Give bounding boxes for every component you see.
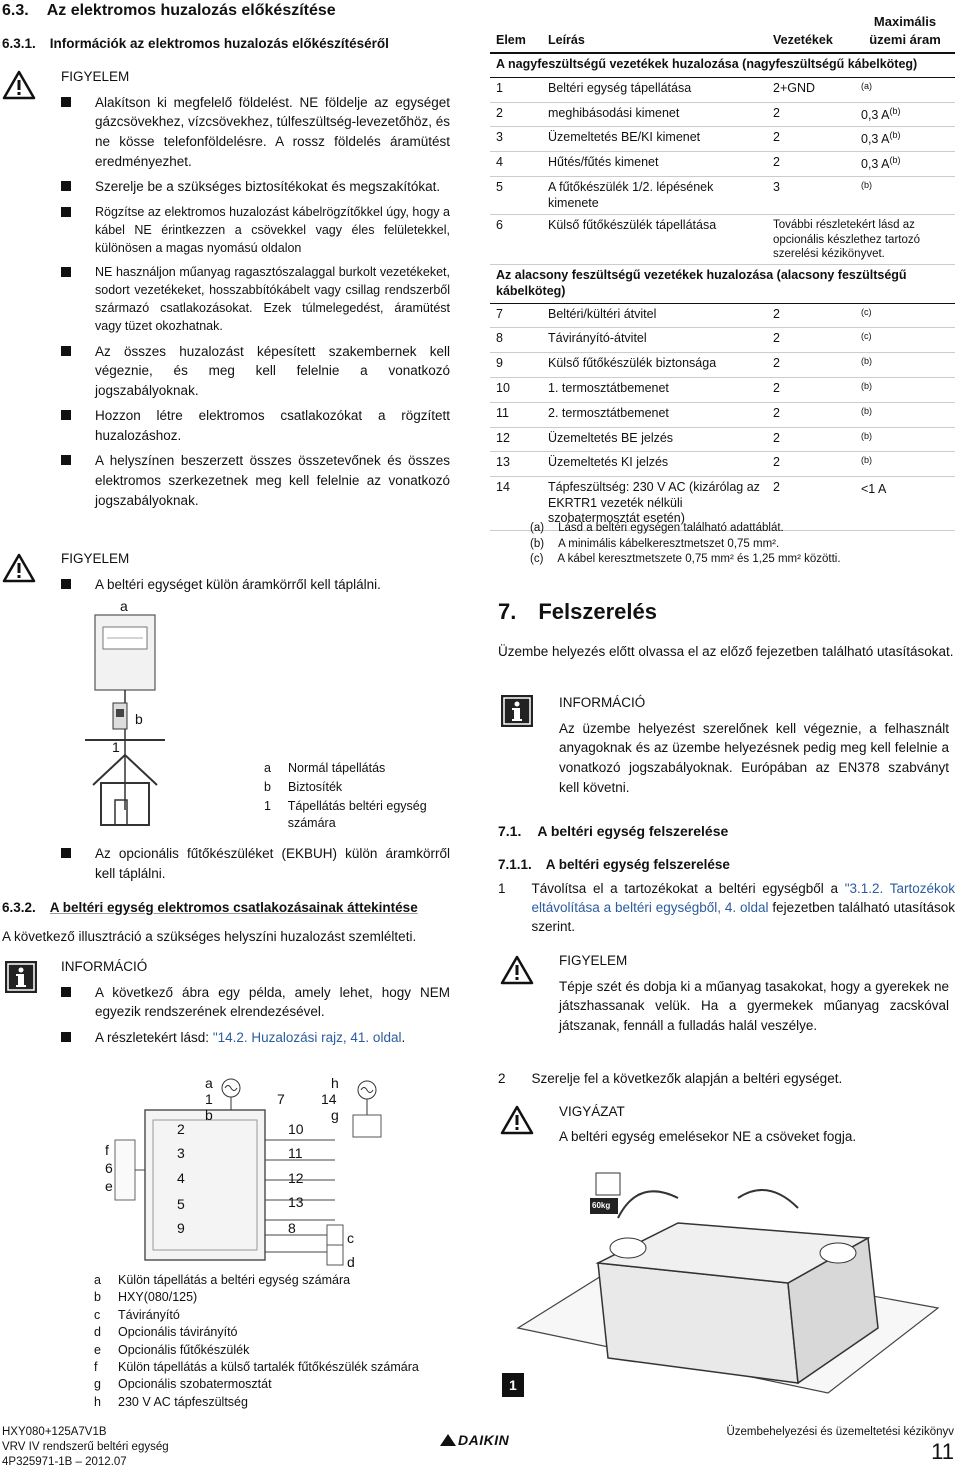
cell-elem: 6 (490, 215, 542, 265)
note-list (61, 844, 450, 883)
cell-max-current (855, 102, 955, 127)
figure-label: a (205, 1075, 213, 1091)
legend-key: g (94, 1377, 101, 1392)
figure-label: 7 (277, 1091, 285, 1107)
legend-text: Opcionális fűtőkészülék (118, 1342, 250, 1357)
cell-max-current (855, 377, 955, 402)
footnote-ref: (c) (861, 306, 872, 317)
legend-row (94, 1307, 454, 1324)
subsection-number: 7.1.1. (498, 857, 532, 872)
list-item: Hozzon létre elektromos csatlakozókat a rögzített huzalozáshoz. (61, 406, 450, 445)
table-row (490, 152, 955, 177)
cell-elem: 5 (490, 177, 542, 215)
cell-desc: Üzemeltetés KI jelzés (542, 452, 767, 477)
legend-key: h (94, 1394, 101, 1409)
chapter-number: 7. (498, 599, 517, 624)
page-number: 11 (931, 1438, 954, 1464)
cell-max-current (855, 127, 955, 152)
legend-text: Opcionális távirányító (118, 1325, 238, 1340)
cell-max-current (855, 77, 955, 102)
cell-wires: 2 (767, 328, 855, 353)
legend-key: 1 (264, 798, 271, 813)
cell-elem: 7 (490, 303, 542, 328)
section-cell: Az alacsony feszültségű vezetékek huzalozása (alacsony feszültségű kábelköteg) (490, 265, 955, 303)
step-prefix: Távolítsa el a tartozékokat a beltéri egységből a (531, 881, 845, 896)
footnote-text: Lásd a beltéri egységen található adattáblát. (558, 522, 784, 534)
table-header-row (490, 10, 955, 53)
chapter-heading (498, 597, 657, 628)
footnote-key: (c) (530, 553, 544, 566)
subsection-number: 6.3.2. (2, 900, 36, 915)
cell-max-current (855, 427, 955, 452)
figure-label: 1 (205, 1091, 213, 1107)
figure-label: 12 (288, 1170, 304, 1186)
warning-text: Tépje szét és dobja ki a műanyag tasakokat, hogy a gyerekek ne játszhassanak velük. Ha a gyermekek műanyag zacskóval játszanak, fennáll a fulladás halál veszélye. (559, 978, 949, 1034)
brand-name: DAIKIN (458, 1432, 510, 1448)
legend-text: Külön tápellátás a beltéri egység számára (118, 1273, 351, 1287)
warning-triangle-icon (500, 955, 534, 985)
footer-series: VRV IV rendszerű beltéri egység (2, 1440, 169, 1453)
cell-wires: 2 (767, 303, 855, 328)
warning-block-2 (61, 550, 450, 600)
footnote-key: (a) (530, 522, 545, 534)
cell-elem: 1 (490, 77, 542, 102)
cell-elem: 11 (490, 402, 542, 427)
chapter-intro: Üzembe helyezés előtt olvassa el az előző fejezetben található utasításokat. (498, 644, 954, 659)
table-body (490, 53, 955, 530)
max-current-value: <1 A (861, 482, 887, 497)
section-heading (2, 0, 336, 22)
reference-suffix: . (401, 1030, 406, 1046)
cell-elem: 3 (490, 127, 542, 152)
cell-desc: Külső fűtőkészülék tápellátása (542, 215, 767, 265)
info-title: INFORMÁCIÓ (61, 959, 148, 974)
figure-label: b (205, 1107, 213, 1123)
column-header-max-current: Maximális üzemi áram (855, 10, 955, 53)
legend-key: c (94, 1307, 101, 1322)
cell-elem: 2 (490, 102, 542, 127)
table-row (490, 215, 955, 265)
legend-key: e (94, 1342, 101, 1357)
legend-row (264, 779, 454, 796)
cell-wires: 2 (767, 402, 855, 427)
table-footnotes (530, 521, 950, 568)
figure-label: h (331, 1075, 339, 1091)
legend-row (264, 798, 454, 832)
cell-wires-note: További részletekért lásd az opcionális készlethez tartozó szerelési kézikönyvet. (767, 215, 955, 265)
chapter-title: Felszerelés (538, 599, 657, 624)
table-row (490, 177, 955, 215)
list-item: Alakítson ki megfelelő földelést. NE földelje az egységet gázcsövekhez, vízcsövekhez, túlfeszültség-levezetőhöz, és ne kösse telefonföldelésre. A rossz földelés áramütést eredményezhet. (61, 93, 450, 171)
subsection-title: A beltéri egység elektromos csatlakozásainak áttekintése (49, 900, 418, 915)
lifting-figure (498, 1158, 953, 1403)
info-icon (500, 694, 534, 728)
wiring-diagram-link[interactable]: "14.2. Huzalozási rajz, 41. oldal (212, 1030, 402, 1046)
max-current-value: 0,3 A (861, 132, 890, 147)
cell-desc: 2. termosztátbemenet (542, 402, 767, 427)
cell-desc: Hűtés/fűtés kimenet (542, 152, 767, 177)
daikin-logo (440, 1431, 509, 1449)
cell-desc: Távirányító-átvitel (542, 328, 767, 353)
section-number: 7.1. (498, 823, 522, 839)
cell-desc: 1. termosztátbemenet (542, 377, 767, 402)
figure-label: 13 (288, 1194, 304, 1210)
legend-text: Normál tápellátás (288, 761, 386, 775)
figure-label: f (105, 1142, 109, 1158)
legend-row (94, 1289, 454, 1306)
figure-label: 8 (288, 1220, 296, 1236)
column-header-elem: Elem (490, 10, 542, 53)
legend-key: f (94, 1359, 98, 1374)
figure-label: g (331, 1107, 339, 1123)
footer-left (2, 1425, 169, 1467)
info-icon (4, 960, 38, 994)
cell-wires: 2 (767, 353, 855, 378)
info-block (61, 958, 450, 1054)
warning-triangle-icon (2, 553, 36, 583)
figure-label: 10 (288, 1121, 304, 1137)
caution-block (559, 1103, 949, 1147)
section-title: A beltéri egység felszerelése (537, 823, 729, 839)
warning-list (61, 93, 450, 510)
cell-desc: A fűtőkészülék 1/2. lépésének kimenete (542, 177, 767, 215)
list-item: Rögzítse az elektromos huzalozást kábelrögzítőkkel úgy, hogy a kábel NE érintkezzen a csövekkel vagy éles felületekkel, különösen a magas nyomású oldalon (61, 203, 450, 257)
footnote-ref: (b) (889, 155, 901, 166)
figure-label-1: 1 (112, 739, 120, 755)
wiring-spec-table (490, 10, 955, 531)
power-supply-illustration (85, 595, 285, 835)
table-row (490, 427, 955, 452)
legend-row (94, 1324, 454, 1341)
legend-key: b (94, 1290, 101, 1305)
table-section-row (490, 265, 955, 303)
cell-max-current (855, 152, 955, 177)
subsection-title: Információk az elektromos huzalozás előkészítéséről (49, 36, 389, 51)
cell-wires: 3 (767, 177, 855, 215)
cell-elem: 9 (490, 353, 542, 378)
cell-max-current (855, 353, 955, 378)
wiring-figure-legend (94, 1272, 454, 1411)
cell-elem: 10 (490, 377, 542, 402)
cell-desc: Külső fűtőkészülék biztonsága (542, 353, 767, 378)
footnote-ref: (b) (861, 405, 872, 416)
footnote-text: A minimális kábelkeresztmetszet 0,75 mm². (558, 537, 780, 550)
warning-title: FIGYELEM (61, 69, 130, 84)
wiring-overview-illustration (85, 1070, 435, 1270)
table-row (490, 353, 955, 378)
figure-label: 11 (288, 1145, 303, 1161)
legend-row (94, 1376, 454, 1393)
optional-heater-note (61, 844, 450, 889)
legend-text: Tápellátás beltéri egység számára (287, 798, 427, 830)
cell-elem: 13 (490, 452, 542, 477)
cell-max-current (855, 177, 955, 215)
info-list (61, 983, 450, 1048)
list-item: NE használjon műanyag ragasztószalaggal burkolt vezetékeket, sodort vezetékeket, hosszabbítókábelt vagy csillag rendszerből származó csatlakozásokat. Ezek túlmelegedést, áramütést vagy tüzet okozhatnak. (61, 263, 450, 336)
cell-wires: 2 (767, 102, 855, 127)
warning-triangle-icon (2, 70, 36, 100)
step-text: Szerelje fel a következők alapján a beltéri egységet. (531, 1071, 843, 1086)
intro-text: A következő illusztráció a szükséges helyszíni huzalozást szemlélteti. (2, 929, 417, 944)
step-text (532, 880, 955, 937)
legend-row (94, 1342, 454, 1359)
section-number: 6.3. (2, 2, 29, 19)
legend-text: Biztosíték (288, 779, 343, 794)
legend-row (94, 1272, 454, 1289)
step-number: 2 (498, 1071, 506, 1086)
subsection-number: 6.3.1. (2, 36, 36, 51)
list-item (61, 1028, 450, 1048)
cell-wires: 2 (767, 377, 855, 402)
wiring-overview-figure (85, 1070, 435, 1270)
cell-max-current (855, 328, 955, 353)
legend-text: 230 V AC tápfeszültség (118, 1394, 248, 1409)
figure-label: 5 (177, 1196, 185, 1212)
legend-row (94, 1359, 454, 1376)
info-text: Az üzembe helyezést szerelőnek kell végeznie, a felhasznált anyagoknak és az üzembe helyezésnek pedig meg kell felelnie a vonatkozó jogszabályoknak. Európában az EN378 szabványt kell követni. (559, 720, 949, 795)
footnote-ref: (b) (861, 356, 872, 367)
figure-label: d (347, 1254, 355, 1270)
warning-title: FIGYELEM (61, 551, 130, 566)
cell-desc: Üzemeltetés BE jelzés (542, 427, 767, 452)
max-current-value: 0,3 A (861, 107, 890, 122)
step-2 (498, 1070, 955, 1089)
footer-code: 4P325971-1B – 2012.07 (2, 1455, 127, 1467)
table-row (490, 303, 955, 328)
reference-prefix: A részletekért lásd: (95, 1030, 213, 1046)
footnote-ref: (b) (861, 380, 872, 391)
subsection-heading (2, 35, 389, 54)
subsection-heading-2 (2, 899, 462, 918)
legend-text: Távirányító (118, 1307, 180, 1322)
cell-max-current (855, 452, 955, 477)
footnote-ref: (b) (861, 455, 872, 466)
legend-text: Opcionális szobatermosztát (118, 1377, 272, 1392)
figure-label: 3 (177, 1145, 185, 1161)
footnote (530, 537, 950, 553)
legend-row (264, 760, 454, 777)
cell-wires: 2 (767, 452, 855, 477)
cell-wires: 2 (767, 427, 855, 452)
table-row (490, 77, 955, 102)
cell-elem: 4 (490, 152, 542, 177)
footnote (530, 521, 950, 537)
table-row (490, 102, 955, 127)
warning-title: FIGYELEM (559, 953, 628, 968)
figure-label-1: 1 (509, 1377, 517, 1393)
cell-wires: 2+GND (767, 77, 855, 102)
figure-label-b: b (135, 711, 143, 727)
cell-wires: 2 (767, 152, 855, 177)
cell-elem: 12 (490, 427, 542, 452)
list-item: A következő ábra egy példa, amely lehet, hogy NEM egyezik rendszerének elrendezésével. (61, 983, 450, 1022)
table-row (490, 328, 955, 353)
cell-wires: 2 (767, 477, 855, 531)
figure-label-a: a (120, 598, 128, 614)
cell-elem: 8 (490, 328, 542, 353)
caution-triangle-icon (500, 1105, 534, 1135)
cell-desc: meghibásodási kimenet (542, 102, 767, 127)
cell-desc: Üzemeltetés BE/KI kimenet (542, 127, 767, 152)
cell-max-current (855, 303, 955, 328)
footnote-ref: (b) (889, 105, 901, 116)
footer-right (726, 1425, 954, 1464)
footer-manual-title: Üzembehelyezési és üzemeltetési kézikönyv (726, 1426, 954, 1438)
legend-key: b (264, 779, 271, 794)
footnote-ref: (a) (861, 80, 872, 91)
power-supply-figure (85, 595, 285, 835)
max-current-value: 0,3 A (861, 157, 890, 172)
footnote-ref: (b) (861, 180, 872, 190)
figure-label: 9 (177, 1220, 185, 1236)
legend-key: a (264, 761, 271, 775)
figure-label: 2 (177, 1121, 185, 1137)
footnote-text: A kábel keresztmetszete 0,75 mm² és 1,25 mm² közötti. (557, 553, 841, 566)
footnote-ref: (b) (889, 130, 901, 141)
section-cell: A nagyfeszültségű vezetékek huzalozása (nagyfeszültségű kábelköteg) (490, 53, 955, 77)
cell-desc: Beltéri/kültéri átvitel (542, 303, 767, 328)
legend-text: HXY(080/125) (118, 1290, 198, 1305)
footnote-key: (b) (530, 537, 545, 550)
table-row (490, 377, 955, 402)
daikin-logo-icon (440, 1434, 456, 1446)
warning-list (61, 575, 450, 595)
install-info-block (559, 694, 949, 797)
footer-model: HXY080+125A7V1B (2, 1426, 107, 1438)
list-item: Az opcionális fűtőkészüléket (EKBUH) külön áramkörről kell táplálni. (61, 844, 450, 883)
cell-wires: 2 (767, 127, 855, 152)
info-title: INFORMÁCIÓ (559, 695, 646, 710)
figure-label: 4 (177, 1170, 185, 1186)
section-title: Az elektromos huzalozás előkészítése (46, 2, 336, 19)
footnote-ref: (c) (861, 331, 872, 342)
figure-label: 14 (321, 1091, 337, 1107)
table-row (490, 402, 955, 427)
figure-legend (264, 760, 454, 832)
figure-label: c (347, 1230, 354, 1246)
cell-desc: Tápfeszültség: 230 V AC (kizárólag az EKRTR1 vezeték nélküli szobatermosztát esetén) (542, 477, 767, 531)
bag-warning-block (559, 952, 949, 1036)
accessories-link[interactable]: "3.1.2. Tartozékok eltávolítása a beltéri egységből, 4. oldal (531, 881, 955, 915)
cell-max-current (855, 402, 955, 427)
legend-key: d (94, 1325, 101, 1340)
cell-desc: Beltéri egység tápellátása (542, 77, 767, 102)
caution-text: A beltéri egység emelésekor NE a csöveket fogja. (559, 1128, 857, 1144)
legend-row (94, 1394, 454, 1411)
subsection-heading-7-1-1 (498, 856, 730, 875)
cell-elem: 14 (490, 477, 542, 531)
lifting-illustration (498, 1158, 953, 1403)
column-header-desc: Leírás (542, 10, 767, 53)
step-suffix: fejezetben található utasítások szerint. (531, 899, 955, 934)
list-item: Az összes huzalozást képesített szakembernek kell végeznie, és meg kell felelnie a vonatkozó jogszabályoknak. (61, 342, 450, 401)
legend-key: a (94, 1273, 101, 1287)
list-item: Szerelje be a szükséges biztosítékokat és megszakítókat. (61, 177, 450, 197)
weight-label: 60kg (592, 1201, 611, 1210)
table-row (490, 452, 955, 477)
step-number: 1 (498, 881, 506, 896)
column-header-wires: Vezetékek (767, 10, 855, 53)
list-item: A beltéri egységet külön áramkörről kell táplálni. (61, 575, 450, 595)
page-footer (0, 1423, 960, 1467)
figure-label: 6 (105, 1160, 113, 1176)
table-section-row (490, 53, 955, 77)
warning-block-1 (61, 68, 450, 516)
subsection-title: A beltéri egység felszerelése (545, 857, 730, 872)
step-1 (498, 880, 955, 937)
table-row (490, 127, 955, 152)
footnote (530, 552, 950, 568)
legend-text: Külön tápellátás a külső tartalék fűtőkészülék számára (118, 1359, 419, 1374)
caution-title: VIGYÁZAT (559, 1104, 625, 1119)
figure-label: e (105, 1178, 113, 1194)
section-heading-7-1 (498, 822, 728, 842)
list-item: A helyszínen beszerzett összes összetevőnek és összes elektromos szerkezetnek meg kell felelnie az vonatkozó jogszabályoknak. (61, 451, 450, 510)
footnote-ref: (b) (861, 430, 872, 441)
